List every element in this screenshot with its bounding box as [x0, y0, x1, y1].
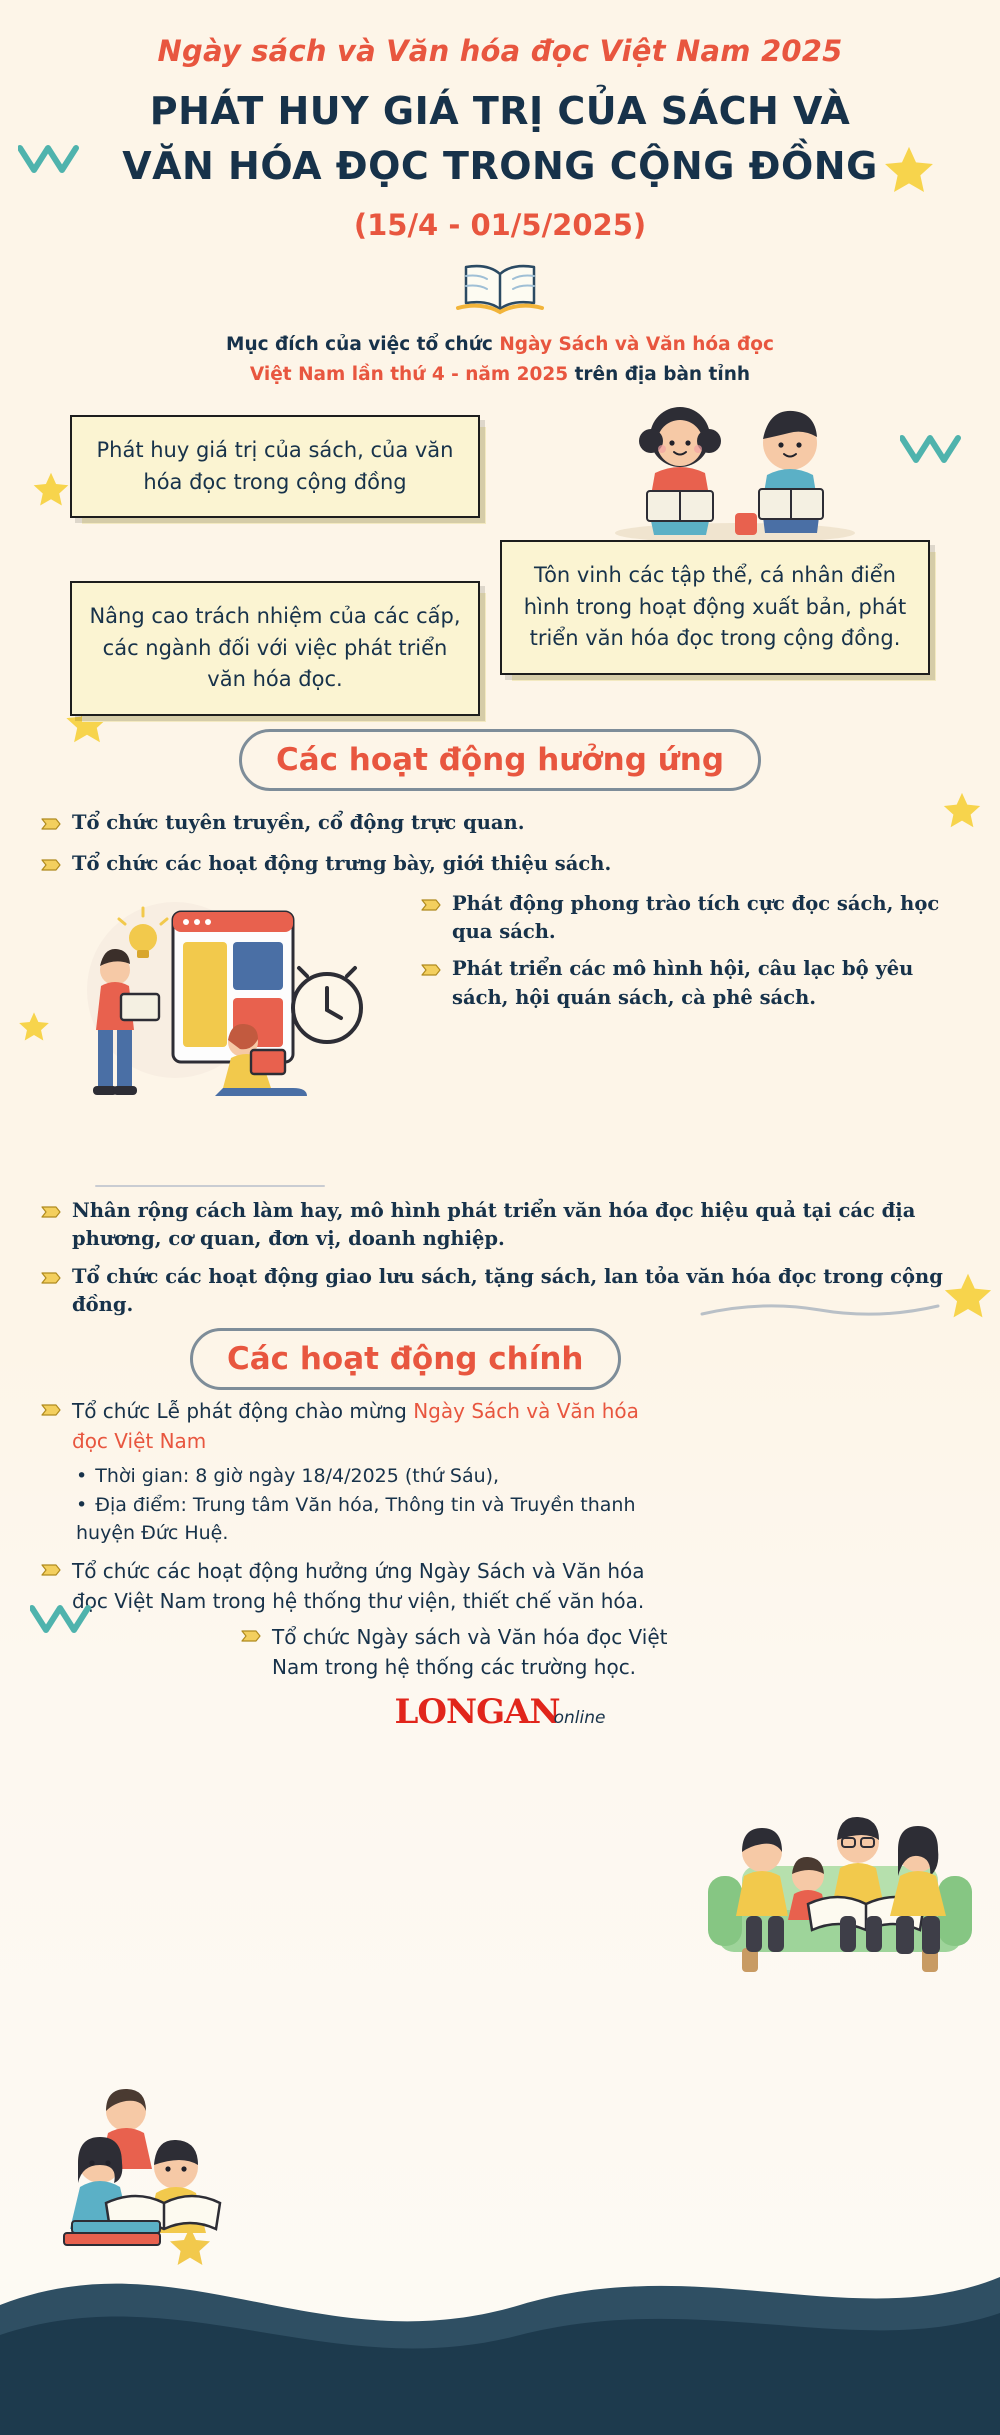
- bullet-dot-icon: •: [76, 1493, 88, 1516]
- site-logo[interactable]: [0, 1692, 1000, 1732]
- sub-item: [76, 1462, 676, 1491]
- scroll-bullet-icon: [40, 1396, 62, 1456]
- open-book-icon: [0, 260, 1000, 320]
- page-title: [50, 84, 950, 194]
- response-items-top: [0, 809, 1000, 881]
- page-header: [0, 0, 1000, 242]
- scroll-bullet-icon: [420, 958, 442, 986]
- note-card: Phát huy giá trị của sách, của văn hóa đọc trong cộng đồng: [70, 415, 480, 518]
- scroll-bullet-icon: [40, 1200, 62, 1228]
- response-items-bottom: [0, 1197, 1000, 1319]
- list-item: [40, 1396, 680, 1456]
- scroll-bullet-icon: [420, 893, 442, 921]
- title-line-2: VĂN HÓA ĐỌC TRONG CỘNG ĐỒNG: [122, 144, 878, 189]
- purpose-lead: Mục đích của việc tổ chức: [226, 334, 500, 356]
- main-item-highlight: Ngày Sách và Văn hóa đọc Việt Nam: [72, 1399, 639, 1454]
- sub-item-label: Địa điểm: Trung tâm Văn hóa, Thông tin và Truyền thanh huyện Đức Huệ.: [76, 1493, 636, 1545]
- main-item-prefix: Tổ chức Lễ phát động chào mừng: [72, 1399, 414, 1424]
- list-item: [420, 955, 960, 1012]
- response-section-title: Các hoạt động hưởng ứng: [239, 729, 761, 791]
- list-item: [40, 809, 960, 840]
- logo-name: LONGAN: [394, 1691, 560, 1732]
- purpose-tail: trên địa bàn tỉnh: [568, 363, 751, 385]
- main-section-title: Các hoạt động chính: [190, 1328, 621, 1390]
- list-item: [40, 1197, 960, 1254]
- list-item-label: Phát động phong trào tích cực đọc sách, học qua sách.: [452, 891, 940, 944]
- note-card: Nâng cao trách nhiệm của các cấp, các ngành đối với việc phát triển văn hóa đọc.: [70, 581, 480, 716]
- kids-reading-illustration: [585, 395, 885, 549]
- bullet-dot-icon: •: [76, 1465, 88, 1488]
- note-card: Tôn vinh các tập thể, cá nhân điển hình trong hoạt động xuất bản, phát triển văn hóa đọc trong cộng đồng.: [500, 540, 930, 675]
- scroll-bullet-icon: [240, 1622, 262, 1682]
- list-item-label: Tổ chức tuyên truyền, cổ động trực quan.: [72, 811, 525, 835]
- purpose-statement: [220, 330, 780, 389]
- scroll-bullet-icon: [40, 1266, 62, 1294]
- response-middle-block: [0, 890, 1000, 1187]
- scroll-bullet-icon: [40, 812, 62, 840]
- list-item: [420, 890, 960, 947]
- list-item: [40, 1263, 960, 1320]
- purpose-highlight: Ngày Sách và Văn hóa đọc Việt Nam lần thứ 4 - năm 2025: [249, 334, 774, 385]
- title-line-1: PHÁT HUY GIÁ TRỊ CỦA SÁCH VÀ: [149, 89, 851, 133]
- response-items-middle: [420, 890, 960, 1012]
- sub-item-label: Thời gian: 8 giờ ngày 18/4/2025 (thứ Sáu),: [95, 1465, 500, 1488]
- purpose-notes: [0, 395, 1000, 725]
- list-item: [240, 1622, 710, 1682]
- main-activities: [0, 1396, 1000, 1682]
- eyebrow-text: Ngày sách và Văn hóa đọc Việt Nam 2025: [157, 34, 843, 68]
- response-section-header: [0, 729, 1000, 791]
- list-item-label: Nhân rộng cách làm hay, mô hình phát triển văn hóa đọc hiệu quả tại các địa phương, cơ quan, đơn vị, doanh nghiệp.: [72, 1198, 916, 1251]
- bottom-wave-decoration: [0, 2185, 1000, 2435]
- scroll-bullet-icon: [40, 1556, 62, 1616]
- logo-suffix: online: [553, 1707, 606, 1728]
- main-section-header: [0, 1328, 1000, 1390]
- family-reading-illustration: [690, 1790, 990, 1984]
- scroll-bullet-icon: [40, 853, 62, 881]
- list-item-label: Tổ chức các hoạt động giao lưu sách, tặng sách, lan tỏa văn hóa đọc trong cộng đồng.: [72, 1264, 943, 1316]
- list-item-label: Phát triển các mô hình hội, câu lạc bộ yêu sách, hội quán sách, cà phê sách.: [452, 957, 914, 1009]
- divider: [95, 1185, 325, 1187]
- list-item: [40, 1556, 680, 1616]
- sub-item: [76, 1491, 676, 1548]
- list-item-label: Tổ chức các hoạt động hưởng ứng Ngày Sách và Văn hóa đọc Việt Nam trong hệ thống thư viện, thiết chế văn hóa.: [72, 1558, 645, 1613]
- list-item-label: Tổ chức Ngày sách và Văn hóa đọc Việt Nam trong hệ thống các trường học.: [272, 1624, 668, 1679]
- list-item: [40, 850, 960, 881]
- date-range: (15/4 - 01/5/2025): [353, 208, 647, 243]
- list-item-label: Tổ chức các hoạt động trưng bày, giới thiệu sách.: [72, 851, 612, 875]
